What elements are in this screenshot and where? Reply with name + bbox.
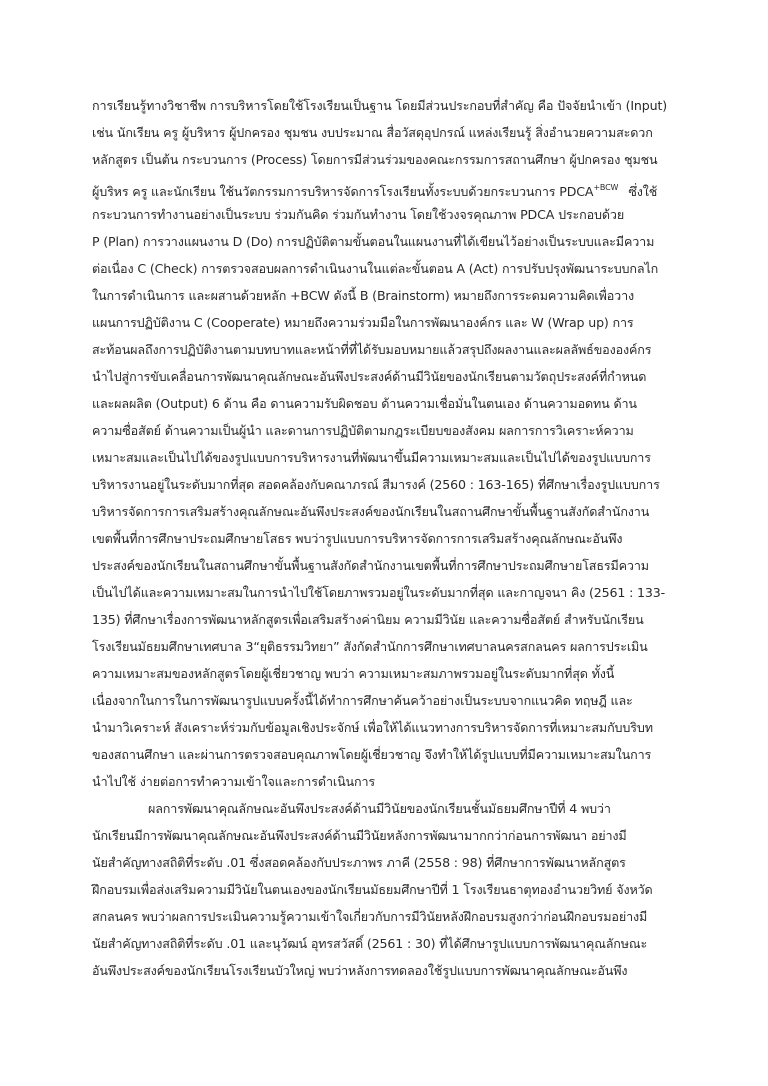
text-line: ฝึกอบรมเพื่อส่งเสริมความมีวินัยในตนเองของนักเรียนมัธยมศึกษาปีที่ 1 โรงเรียนธาตุทองอำนวยวิทย์ จังหวัด <box>92 882 653 897</box>
text-line: สกลนคร พบว่าผลการประเมินความรู้ความเข้าใจเกี่ยวกับการมีวินัยหลังฝึกอบรมสูงกว่าก่อนฝึกอบรมอย่างมี <box>92 909 648 924</box>
text-line: โรงเรียนมัธยมศึกษาเทศบาล 3“ยุติธรรมวิทยา” สังกัดสำนักการศึกษาเทศบาลนครสกลนคร ผลการประเมิน <box>92 639 648 654</box>
text-line: ของสถานศึกษา และผ่านการตรวจสอบคุณภาพโดยผู้เชี่ยวชาญ จึงทำให้ได้รูปแบบที่มีความเหมาะสมในการ <box>92 747 652 762</box>
text-segment: ซึ่งใช้ <box>628 184 658 199</box>
text-line: P (Plan) การวางแผนงาน D (Do) การปฏิบัติตามขั้นตอนในแผนงานที่ได้เขียนไว้อย่างเป็นระบบและมีความ <box>92 234 655 249</box>
text-line: แผนการปฏิบัติงาน C (Cooperate) หมายถึงความร่วมมือในการพัฒนาองค์กร และ W (Wrap up) การ <box>92 315 634 330</box>
text-line: นัยสำคัญทางสถิติที่ระดับ .01 ซึ่งสอดคล้องกับประภาพร ภาคี (2558 : 98) ที่ศึกษาการพัฒนาหลักสูตร <box>92 855 626 870</box>
text-line: บริหารงานอยู่ในระดับมากที่สุด สอดคล้องกับคณาภรณ์ สีมารงค์ (2560 : 163-165) ที่ศึกษาเรื่องรูปแบบการ <box>92 477 660 492</box>
text-line: อันพึงประสงค์ของนักเรียนโรงเรียนบัวใหญ่ พบว่าหลังการทดลองใช้รูปแบบการพัฒนาคุณลักษณะอันพึง <box>92 963 628 978</box>
text-line: นำไปใช้ ง่ายต่อการทำความเข้าใจและการดำเนินการ <box>92 774 376 789</box>
text-line: เหมาะสมและเป็นไปได้ของรูปแบบการบริหารงานที่พัฒนาขึ้นมีความเหมาะสมและเป็นไปได้ของรูปแบบการ <box>92 450 651 465</box>
text-line: นัยสำคัญทางสถิติที่ระดับ .01 และนุวัฒน์ อุทรสวัสดิ์ (2561 : 30) ที่ได้ศึกษารูปแบบการพัฒนาคุณลักษณะ <box>92 936 648 951</box>
paragraph-first-line: ผลการพัฒนาคุณลักษณะอันพึงประสงค์ด้านมีวินัยของนักเรียนชั้นมัธยมศึกษาปีที่ 4 พบว่า <box>148 801 611 816</box>
text-line-pdca <box>92 176 657 200</box>
text-line: เขตพื้นที่การศึกษาประถมศึกษายโสธร พบว่ารูปแบบการบริหารจัดการการเสริมสร้างคุณลักษณะอันพึง <box>92 531 623 546</box>
text-line: เป็นไปได้และความเหมาะสมในการนำไปใช้โดยภาพรวมอยู่ในระดับมากที่สุด และกาญจนา คิง (2561 : 133- <box>92 585 666 600</box>
text-line: ในการดำเนินการ และผสานด้วยหลัก +BCW ดังนี้ B (Brainstorm) หมายถึงการระดมความคิดเพื่อวาง <box>92 288 634 303</box>
text-line: การเรียนรู้ทางวิชาชีพ การบริหารโดยใช้โรงเรียนเป็นฐาน โดยมีส่วนประกอบที่สำคัญ คือ ปัจจัยนำเข้า (Input) <box>92 98 667 113</box>
text-line: สะท้อนผลถึงการปฏิบัติงานตามบทบาทและหน้าที่ที่ได้รับมอบหมายแล้วสรุปถึงผลงานและผลลัพธ์ขององค์กร <box>92 342 652 357</box>
text-line: นักเรียนมีการพัฒนาคุณลักษณะอันพึงประสงค์ด้านมีวินัยหลังการพัฒนามากกว่าก่อนการพัฒนา อย่างมี <box>92 828 627 843</box>
text-line: ความเหมาะสมของหลักสูตรโดยผู้เชี่ยวชาญ พบว่า ความเหมาะสมภาพรวมอยู่ในระดับมากที่สุด ทั้งนี้ <box>92 666 615 681</box>
text-line: เช่น นักเรียน ครู ผู้บริหาร ผู้ปกครอง ชุมชน งบประมาณ สื่อวัสดุอุปกรณ์ แหล่งเรียนรู้ สิ่งอำนวยความสะดวก <box>92 125 653 140</box>
text-line: ต่อเนื่อง C (Check) การตรวจสอบผลการดำเนินงานในแต่ละขั้นตอน A (Act) การปรับปรุงพัฒนาระบบกลไก <box>92 261 659 276</box>
text-line: เนื่องจากในการในการพัฒนารูปแบบครั้งนี้ได้ทำการศึกษาค้นคว้าอย่างเป็นระบบจากแนวคิด ทฤษฎี และ <box>92 693 633 708</box>
text-line: และผลผลิต (Output) 6 ด้าน คือ ดานความรับผิดชอบ ด้านความเชื่อมั่นในตนเอง ด้านความอดทน ด้าน <box>92 396 637 411</box>
text-segment: ผู้บริหร ครู และนักเรียน ใช้นวัตกรรมการบริหารจัดการโรงเรียนทั้งระบบด้วยกระบวนการ PDCA <box>92 184 594 199</box>
text-line: บริหารจัดการการเสริมสร้างคุณลักษณะอันพึงประสงค์ของนักเรียนในสถานศึกษาขั้นพื้นฐานสังกัดสำนักงาน <box>92 504 650 519</box>
text-line: นำไปสู่การขับเคลื่อนการพัฒนาคุณลักษณะอันพึงประสงค์ด้านมีวินัยของนักเรียนตามวัตถุประสงค์ที่กำหนด <box>92 369 647 384</box>
text-line: ประสงค์ของนักเรียนในสถานศึกษาขั้นพื้นฐานสังกัดสำนักงานเขตพื้นที่การศึกษาประถมศึกษายโสธรมีความ <box>92 558 649 573</box>
text-line: ความซื่อสัตย์ ด้านความเป็นผู้นำ และดานการปฏิบัติตามกฎระเบียบของสังคม ผลการการวิเคราะห์ความ <box>92 423 634 438</box>
pdca-superscript: +BCW <box>593 183 619 192</box>
text-line: หลักสูตร เป็นต้น กระบวนการ (Process) โดยการมีส่วนร่วมของคณะกรรมการสถานศึกษา ผู้ปกครอง ชุมชน <box>92 152 658 167</box>
text-line: 135) ที่ศึกษาเรื่องการพัฒนาหลักสูตรเพื่อเสริมสร้างค่านิยม ความมีวินัย และความซื่อสัตย์ สำหรับนักเรียน <box>92 612 644 627</box>
text-line: นำมาวิเคราะห์ สังเคราะห์ร่วมกับข้อมูลเชิงประจักษ์ เพื่อให้ได้แนวทางการบริหารจัดการที่เหมาะสมกับบริบท <box>92 720 653 735</box>
text-line: กระบวนการทำงานอย่างเป็นระบบ ร่วมกันคิด ร่วมกันทำงาน โดยใช้วงจรคุณภาพ PDCA ประกอบด้วย <box>92 207 625 222</box>
